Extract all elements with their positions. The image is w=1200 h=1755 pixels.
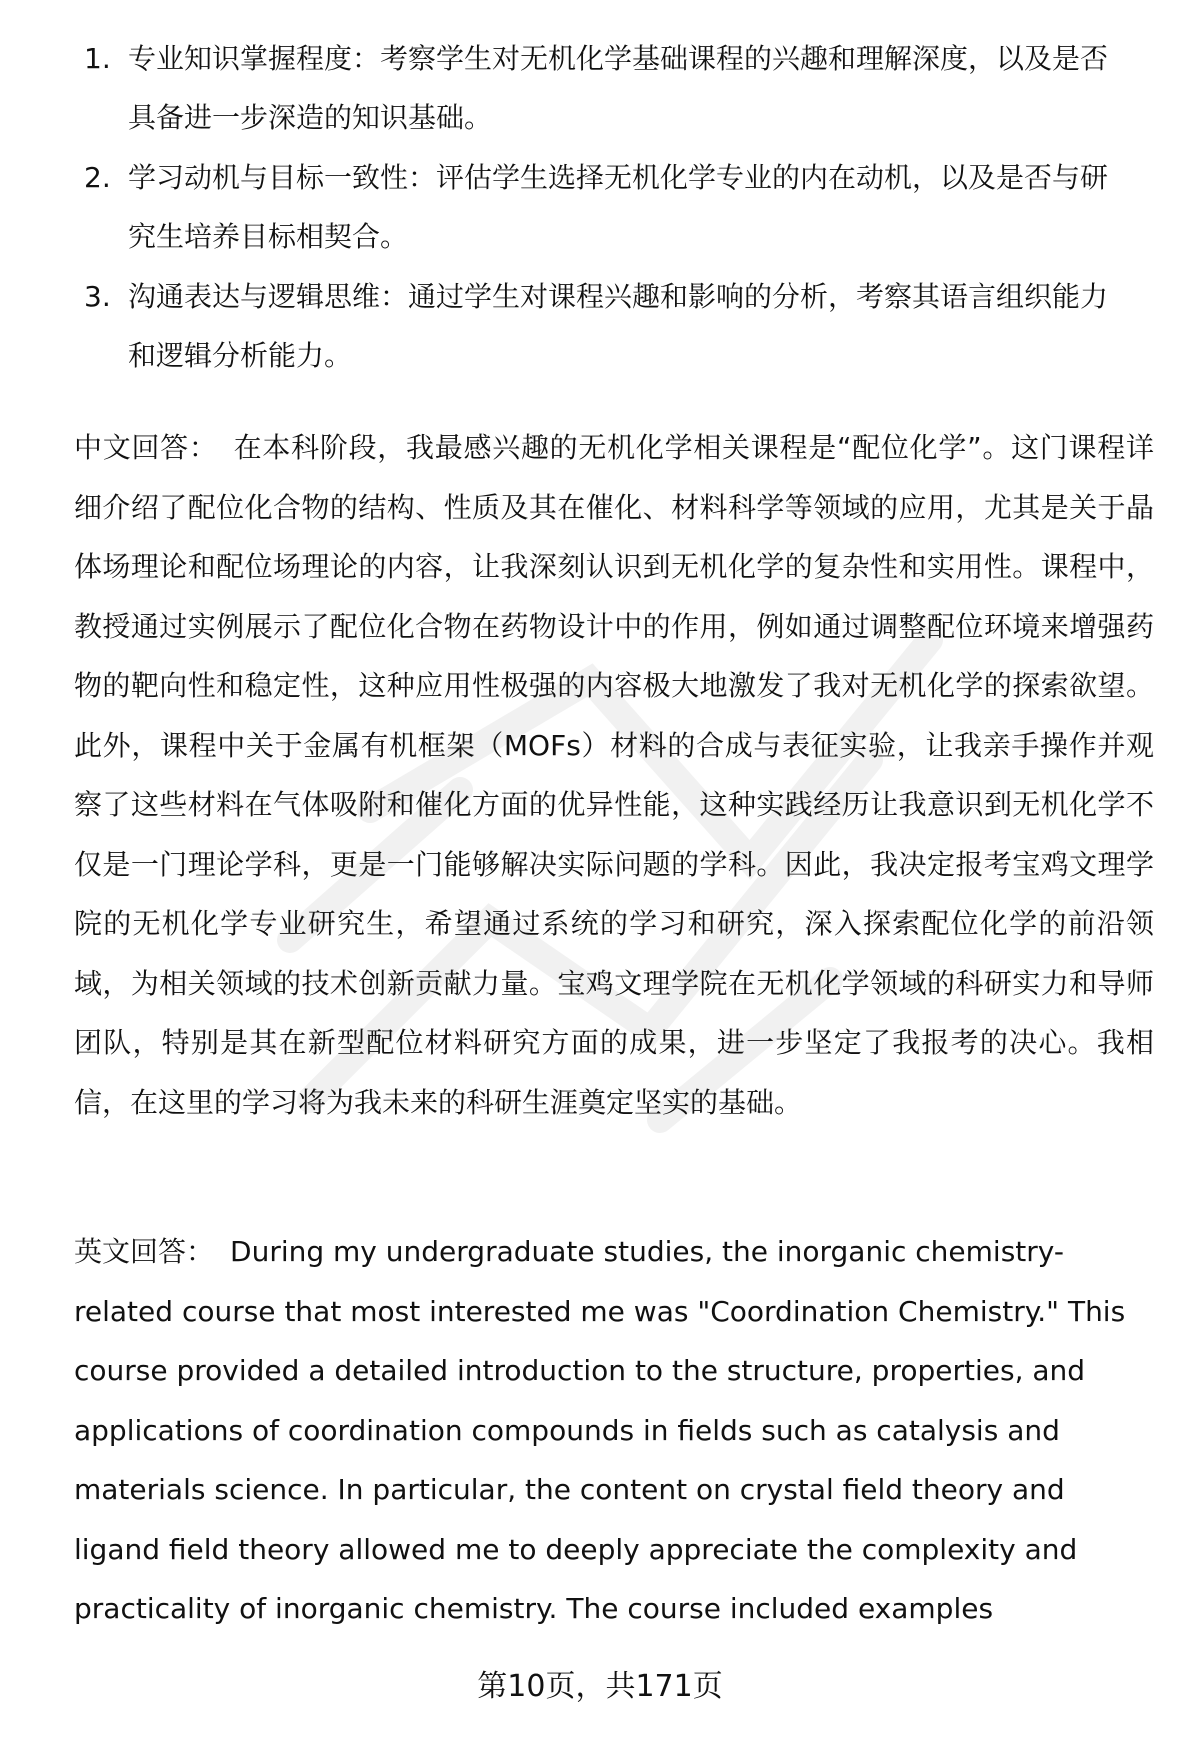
evaluation-criteria-list — [0, 36, 1200, 386]
criteria-number: 3. — [84, 280, 111, 313]
chinese-answer-label: 中文回答： — [74, 431, 218, 464]
criteria-number: 2. — [84, 161, 111, 194]
criteria-number: 1. — [84, 42, 111, 75]
english-answer-text: During my undergraduate studies, the inorganic chemistry-related course that most interested me was "Coordination Chemistry." This course provided a detailed introduction to the structure, properties, and applications of coordination compounds in fields such as catalysis and materials science. In particular, the content on crystal field theory and ligand field theory allowed me to deeply appreciate the complexity and practicality of inorganic chemistry. The course included examples — [74, 1235, 1126, 1625]
chinese-answer-text: 在本科阶段，我最感兴趣的无机化学相关课程是“配位化学”。这门课程详细介绍了配位化合物的结构、性质及其在催化、材料科学等领域的应用，尤其是关于晶体场理论和配位场理论的内容，让我深刻认识到无机化学的复杂性和实用性。课程中，教授通过实例展示了配位化合物在药物设计中的作用，例如通过调整配位环境来增强药物的靶向性和稳定性，这种应用性极强的内容极大地激发了我对无机化学的探索欲望。此外，课程中关于金属有机框架（MOFs）材料的合成与表征实验，让我亲手操作并观察了这些材料在气体吸附和催化方面的优异性能，这种实践经历让我意识到无机化学不仅是一门理论学科，更是一门能够解决实际问题的学科。因此，我决定报考宝鸡文理学院的无机化学专业研究生，希望通过系统的学习和研究，深入探索配位化学的前沿领域，为相关领域的技术创新贡献力量。宝鸡文理学院在无机化学领域的科研实力和导师团队，特别是其在新型配位材料研究方面的成果，进一步坚定了我报考的决心。我相信，在这里的学习将为我未来的科研生涯奠定坚实的基础。 — [74, 431, 1154, 1119]
criteria-item — [0, 29, 1200, 147]
chinese-answer-paragraph — [74, 418, 1154, 1132]
criteria-text: 学习动机与目标一致性：评估学生选择无机化学专业的内在动机，以及是否与研究生培养目标相契合。 — [128, 161, 1109, 253]
criteria-text: 专业知识掌握程度：考察学生对无机化学基础课程的兴趣和理解深度，以及是否具备进一步深造的知识基础。 — [128, 42, 1109, 134]
english-answer-paragraph — [74, 1222, 1144, 1639]
criteria-text: 沟通表达与逻辑思维：通过学生对课程兴趣和影响的分析，考察其语言组织能力和逻辑分析能力。 — [128, 280, 1109, 372]
criteria-item — [0, 148, 1200, 266]
english-answer-label: 英文回答： — [74, 1235, 215, 1268]
page-number-footer: 第10页，共171页 — [477, 1669, 723, 1704]
criteria-item — [0, 267, 1200, 385]
